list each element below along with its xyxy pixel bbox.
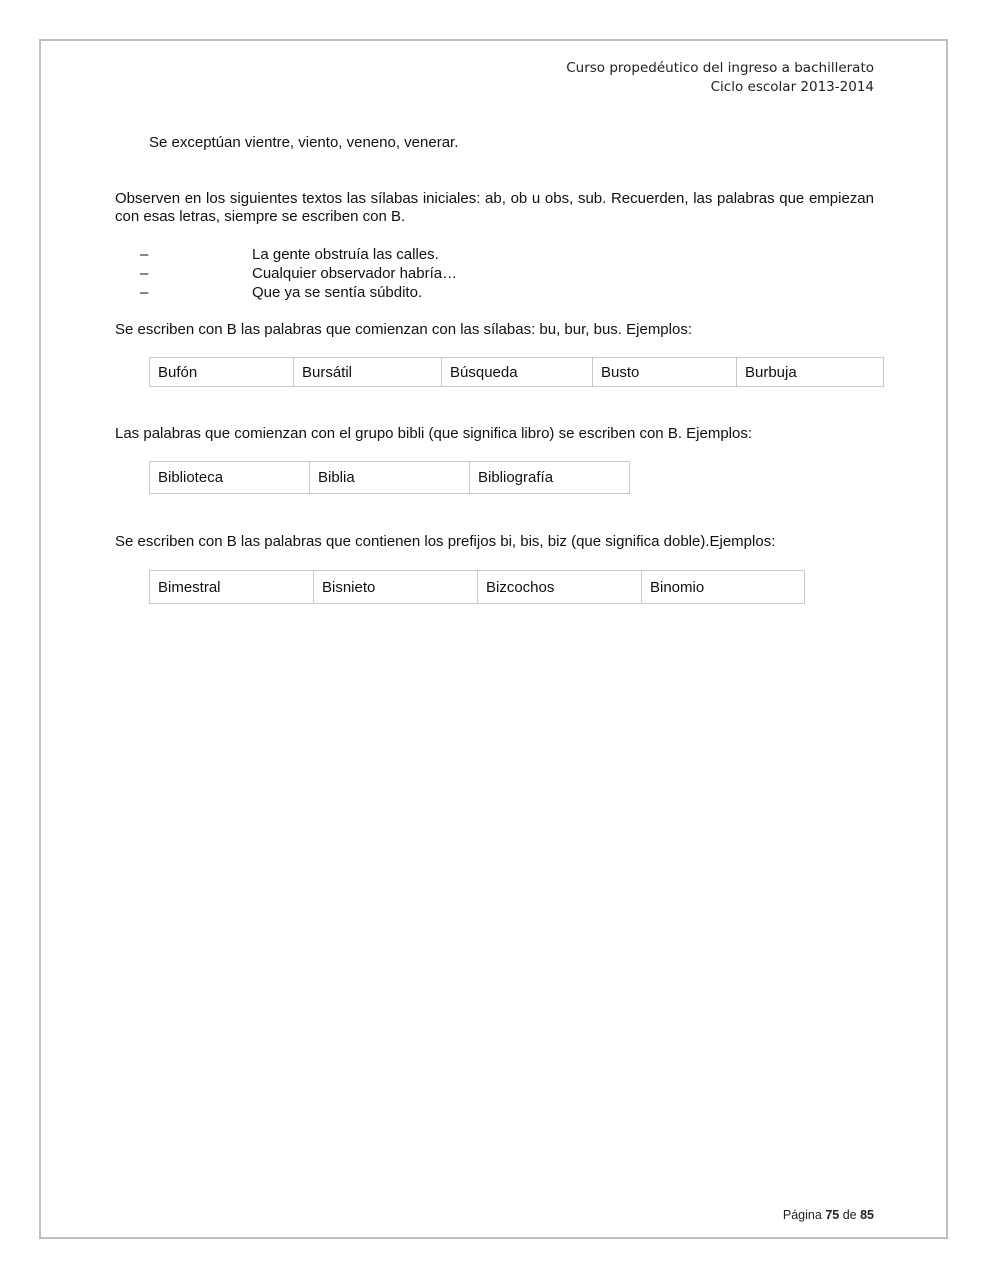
footer-page-number: 75 (825, 1208, 840, 1222)
table-cell: Bibliografía (470, 462, 630, 494)
table-cell: Bisnieto (314, 571, 478, 604)
table-cell: Bizcochos (478, 571, 642, 604)
table-row (150, 358, 884, 387)
exception-line: Se exceptúan vientre, viento, veneno, venerar. (149, 134, 459, 151)
footer-of-label: de (842, 1208, 857, 1222)
page-header (566, 59, 874, 97)
list-item (140, 264, 457, 283)
rule-bu: Se escriben con B las palabras que comienzan con las sílabas: bu, bur, bus. Ejemplos: (115, 321, 692, 338)
table-cell: Bursátil (294, 358, 442, 387)
table-cell: Biblioteca (150, 462, 310, 494)
list-item-text: La gente obstruía las calles. (252, 246, 439, 263)
rule-bi: Se escriben con B las palabras que contienen los prefijos bi, bis, biz (que significa doble).Ejemplos: (115, 533, 776, 550)
table-row (150, 462, 630, 494)
list-item (140, 245, 457, 264)
footer-page-label: Página (782, 1208, 822, 1222)
list-dash: – (140, 246, 149, 263)
rule-bibli: Las palabras que comienzan con el grupo bibli (que significa libro) se escriben con B. Ejemplos: (115, 425, 753, 442)
list-item-text: Cualquier observador habría… (252, 265, 458, 282)
table-row (150, 571, 805, 604)
table-cell: Búsqueda (442, 358, 593, 387)
table-cell: Bimestral (150, 571, 314, 604)
paragraph-syllables: Observen en los siguientes textos las sílabas iniciales: ab, ob u obs, sub. Recuerden, las palabras que empiezan con esas letras, siempre se escriben con B. (115, 190, 874, 225)
footer-total-pages: 85 (860, 1208, 874, 1222)
table-cell: Biblia (310, 462, 470, 494)
table-bu-words (149, 357, 884, 387)
list-dash: – (140, 265, 149, 282)
table-cell: Bufón (150, 358, 294, 387)
list-dash: – (140, 284, 149, 301)
examples-list (140, 245, 457, 302)
list-item-text: Que ya se sentía súbdito. (252, 284, 423, 301)
table-bibli-words (149, 461, 630, 494)
table-cell: Busto (593, 358, 737, 387)
table-cell: Burbuja (737, 358, 884, 387)
header-course-title: Curso propedéutico del ingreso a bachillerato (566, 60, 874, 76)
page-footer (783, 1208, 874, 1222)
table-bi-words (149, 570, 805, 604)
header-school-year: Ciclo escolar 2013-2014 (710, 79, 874, 95)
list-item (140, 283, 457, 302)
table-cell: Binomio (642, 571, 805, 604)
